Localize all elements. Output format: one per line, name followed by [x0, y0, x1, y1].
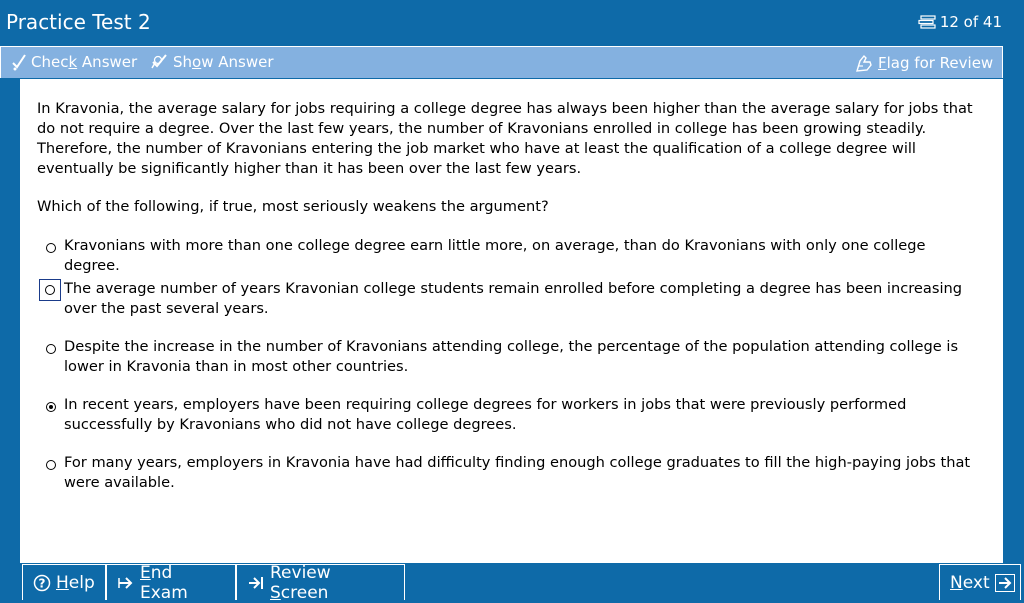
radio-button[interactable] — [41, 339, 61, 359]
end-exam-button[interactable]: End Exam — [106, 564, 236, 600]
choice-text: Kravonians with more than one college degree earn little more, on average, than do Kravonians with only one college degree. — [64, 237, 926, 274]
radio-button-selected[interactable] — [41, 397, 61, 417]
show-answer-icon — [151, 53, 169, 71]
toolbar — [0, 46, 1003, 78]
question-panel — [20, 79, 1003, 563]
radio-button[interactable] — [41, 455, 61, 475]
title-bar — [0, 0, 1024, 45]
flag-for-review-button[interactable]: Flag for Review — [854, 53, 993, 73]
check-answer-icon — [11, 53, 27, 71]
next-button[interactable]: Next — [939, 564, 1021, 600]
choice-text: The average number of years Kravonian college students remain enrolled before completing a degree has been increasing over the past several years. — [64, 280, 963, 317]
review-arrow-icon — [247, 575, 265, 591]
app-title: Practice Test 2 — [6, 10, 151, 34]
review-screen-button[interactable]: Review Screen — [236, 564, 405, 600]
help-circle-icon — [33, 574, 51, 592]
bottom-navigation-bar — [0, 562, 1024, 603]
end-exam-arrow-icon — [117, 575, 135, 591]
show-answer-button[interactable]: Show Answer — [151, 53, 274, 71]
choice-text: For many years, employers in Kravonia have had difficulty finding enough college graduates to fill the high-paying jobs that were available. — [64, 454, 971, 491]
flag-hand-icon — [854, 53, 874, 73]
check-answer-button[interactable]: Check Answer — [11, 53, 137, 71]
counter-text: 12 of 41 — [939, 13, 1002, 31]
question-stem: In Kravonia, the average salary for jobs requiring a college degree has always been higher than the average salary for jobs that do not require a degree. Over the last few years, the number of Kravonians enrolled in college has been growing steadily. Therefore, the number of Kravonians entering the job market who have at least the qualification of a college degree will eventually be significantly higher than it has been over the last few years. — [37, 100, 973, 177]
items-stack-icon — [918, 15, 936, 29]
radio-button[interactable] — [39, 279, 61, 301]
question-prompt: Which of the following, if true, most seriously weakens the argument? — [37, 198, 549, 215]
choice-text: In recent years, employers have been requiring college degrees for workers in jobs that were previously performed successfully by Kravonians who did not have college degrees. — [64, 396, 907, 433]
svg-text:?: ? — [38, 576, 46, 590]
choice-text: Despite the increase in the number of Kravonians attending college, the percentage of the population attending college is lower in Kravonia than in most other countries. — [64, 338, 959, 375]
help-button[interactable]: ? Help — [22, 564, 106, 600]
next-arrow-icon — [995, 574, 1015, 592]
radio-button[interactable] — [41, 238, 61, 258]
question-counter — [918, 13, 1002, 31]
